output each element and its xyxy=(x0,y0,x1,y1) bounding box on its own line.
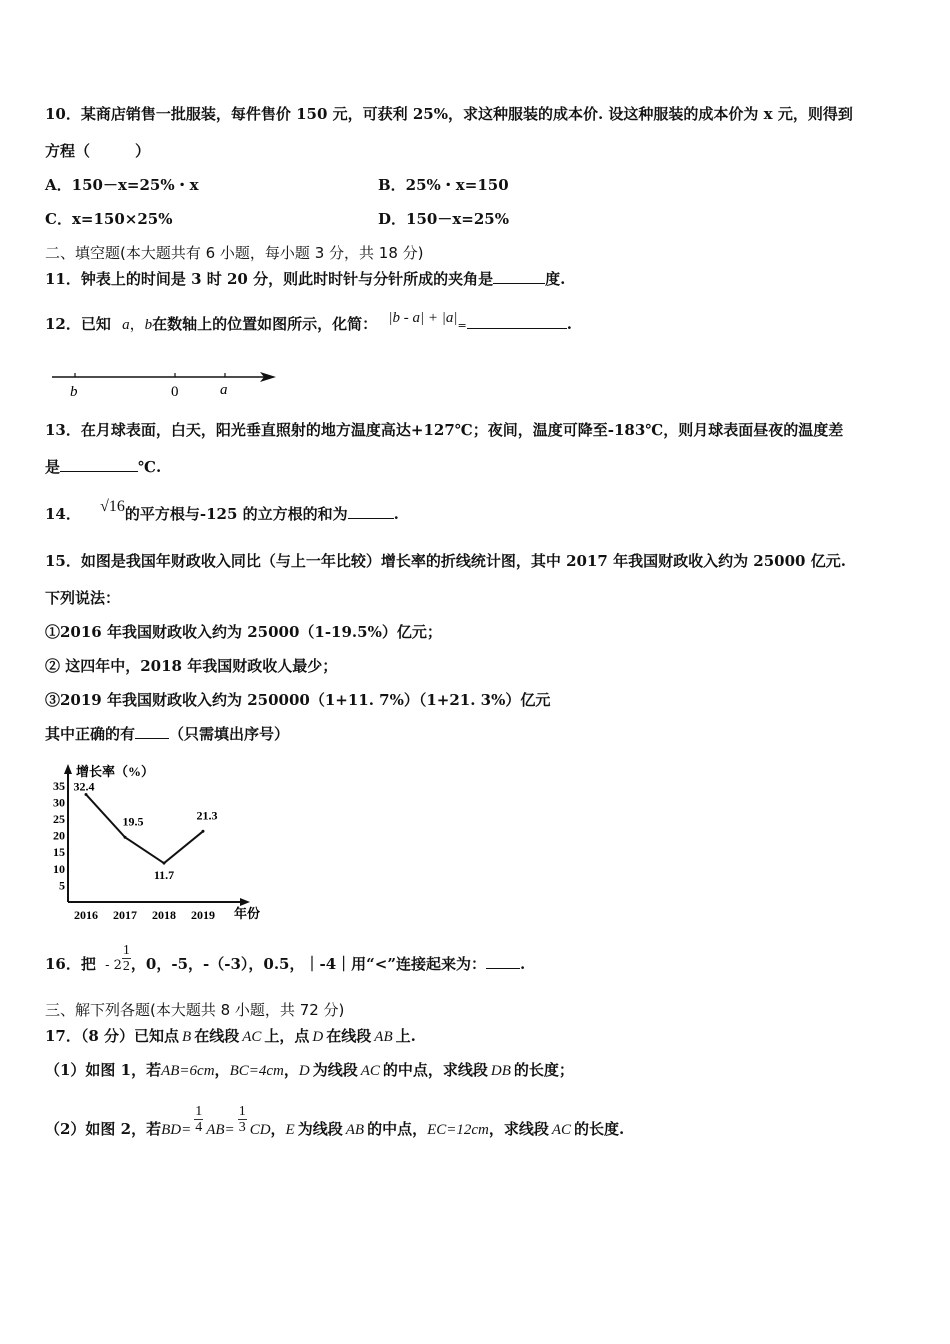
q17-head xyxy=(45,1025,416,1046)
y-axis-arrow xyxy=(64,764,72,774)
q17-m2: 上，点 xyxy=(264,1027,310,1045)
q10-option-d: D．150－x=25% xyxy=(378,210,509,228)
data-label: 19.5 xyxy=(122,814,144,829)
label-a: a xyxy=(220,382,228,398)
q11 xyxy=(45,268,565,289)
section2-title: 二、填空题(本大题共有 6 小题，每小题 3 分，共 18 分) xyxy=(45,244,424,262)
q16-frac-denominator: 2 xyxy=(122,958,130,974)
q17-p2-c: 的中点， xyxy=(367,1120,428,1138)
q14-blank[interactable] xyxy=(348,504,394,519)
q10-line2: 方程（ ） xyxy=(45,142,151,160)
q12-prefix: 12．已知 xyxy=(45,315,111,333)
q17-p2-ab: AB= xyxy=(206,1122,235,1138)
q15-statement-2: ② 这四年中，2018 年我国财政收人最少； xyxy=(45,657,338,675)
q17-p2-bd: BD= xyxy=(161,1122,192,1138)
q17-p1-c: 的中点，求线段 xyxy=(382,1061,488,1079)
q17-p1-d: D xyxy=(298,1063,310,1079)
q17-p2-a: （2）如图 2，若 xyxy=(45,1120,162,1138)
q17-point-b: B xyxy=(182,1029,192,1045)
q14-text: 的平方根与-125 的立方根的和为 xyxy=(124,505,348,523)
data-label: 32.4 xyxy=(73,779,95,794)
q15-statement-3: ③2019 年我国财政收入约为 250000（1+11. 7%）（1+21. 3%）亿元 xyxy=(45,691,551,709)
y-tick-label: 35 xyxy=(53,778,65,793)
q15-statement-1: ①2016 年我国财政收入约为 25000（1-19.5%）亿元； xyxy=(45,623,442,641)
q17-p2-end: 的长度. xyxy=(574,1120,625,1138)
y-tick-label: 5 xyxy=(59,878,65,893)
q17-part2 xyxy=(45,1103,625,1139)
q12-middle: 在数轴上的位置如图所示，化简： xyxy=(152,315,378,333)
q17-p2-ec: EC=12cm xyxy=(427,1122,489,1138)
q17-p2-d: ，求线段 xyxy=(488,1120,549,1138)
y-tick-label: 30 xyxy=(53,795,65,810)
q13-line2 xyxy=(45,456,161,477)
q17-p2-ab2: AB xyxy=(345,1122,365,1138)
q15-line2: 下列说法： xyxy=(45,589,121,607)
q15-ask-tail: （只需填出序号） xyxy=(169,725,290,743)
y-tick-label: 10 xyxy=(53,861,65,876)
data-label: 11.7 xyxy=(153,868,175,883)
q12-number-line xyxy=(48,364,280,402)
q17-p2-frac1-den: 4 xyxy=(195,1119,203,1135)
q16-frac-numerator: 1 xyxy=(122,942,130,958)
q15-line1: 15．如图是我国年财政收入同比（与上一年比较）增长率的折线统计图，其中 2017 年我国财政收入约为 25000 亿元. xyxy=(45,552,846,570)
data-point xyxy=(202,830,205,833)
q17-seg-ab: AB xyxy=(374,1029,393,1045)
series-line xyxy=(86,794,203,863)
q17-p2-ac: AC xyxy=(551,1122,572,1138)
q14-prefix: 14． xyxy=(45,505,81,523)
q16-blank[interactable] xyxy=(486,954,520,969)
y-tick-label: 15 xyxy=(53,845,65,860)
q17-p1-comma1: ， xyxy=(214,1061,230,1079)
q11-text: 11．钟表上的时间是 3 时 20 分，则此时时针与分针所成的夹角是 xyxy=(45,270,494,288)
q17-m4: 上. xyxy=(395,1027,416,1045)
x-tick-label: 2018 xyxy=(152,908,176,922)
q13-line1: 13．在月球表面，白天，阳光垂直照射的地方温度高达+127℃；夜间，温度可降至-183℃，则月球表面昼夜的温度差 xyxy=(45,421,844,439)
q14-radical: √16 xyxy=(100,498,125,515)
q10-option-a: A．150－x=25%・x xyxy=(45,176,199,194)
q17-p2-b: 为线段 xyxy=(297,1120,343,1138)
q17-point-d: D xyxy=(312,1029,324,1045)
q17-p2-comma: ， xyxy=(270,1120,286,1138)
q17-p2-e: E xyxy=(285,1122,295,1138)
q11-tail: 度. xyxy=(545,270,566,288)
x-axis-title: 年份 xyxy=(234,906,261,921)
q13-blank[interactable] xyxy=(60,457,138,472)
q17-p2-cd: CD xyxy=(249,1122,271,1138)
q17-p1-ac: AC xyxy=(360,1063,380,1079)
data-point xyxy=(124,836,127,839)
q17-p2-frac2-num: 1 xyxy=(238,1103,246,1119)
q13-prefix: 是 xyxy=(45,458,61,476)
q15-ask xyxy=(45,723,289,744)
y-tick-label: 25 xyxy=(53,812,65,827)
q17-p1-e: 的长度； xyxy=(513,1061,574,1079)
x-tick-label: 2017 xyxy=(113,908,137,922)
q10-option-b: B．25%・x=150 xyxy=(378,176,509,194)
q17-p1-b: 为线段 xyxy=(312,1061,358,1079)
x-tick-label: 2019 xyxy=(191,908,215,922)
x-axis-arrow xyxy=(240,898,250,906)
q17-p1-bc: BC=4cm xyxy=(229,1063,284,1079)
q12-sep: ， xyxy=(129,315,145,333)
q17-part1 xyxy=(45,1059,574,1080)
q17-p2-frac2 xyxy=(238,1104,247,1135)
q11-blank[interactable] xyxy=(493,269,545,284)
section3-title: 三、解下列各题(本大题共 8 小题，共 72 分) xyxy=(45,1001,345,1019)
q12-equals: = xyxy=(457,319,467,332)
q12-expression: |b - a| + |a| xyxy=(388,310,458,326)
q17-p1-a: （1）如图 1，若 xyxy=(45,1061,162,1079)
q17-m3: 在线段 xyxy=(326,1027,372,1045)
q10-line1: 10．某商店销售一批服装，每件售价 150 元，可获利 25%，求这种服装的成本价. 设这种服装的成本价为 x 元，则得到 xyxy=(45,105,853,123)
q17-seg-ac: AC xyxy=(242,1029,262,1045)
data-label: 21.3 xyxy=(196,808,218,823)
q17-p2-frac1 xyxy=(194,1104,203,1135)
q14 xyxy=(45,498,399,524)
q10-option-c: C．x=150×25% xyxy=(45,210,173,228)
growth-rate-chart xyxy=(44,760,268,928)
q12-blank[interactable] xyxy=(467,314,567,329)
q16-rest: ，0，-5，-（-3），0.5，｜-4｜用“<”连接起来为： xyxy=(130,955,486,973)
q17-head-text: 17．（8 分）已知点 xyxy=(45,1027,180,1045)
label-b: b xyxy=(70,384,78,400)
q16-mixed-sign: - 2 xyxy=(105,958,122,973)
q16-end: . xyxy=(519,955,526,973)
q13-suffix: ℃. xyxy=(138,458,162,476)
q12 xyxy=(45,310,572,334)
q17-p2-frac1-num: 1 xyxy=(195,1103,203,1119)
q12-var-b: b xyxy=(144,317,153,333)
q15-blank[interactable] xyxy=(135,724,169,739)
q17-p1-db: DB xyxy=(490,1063,511,1079)
q17-p1-comma2: ， xyxy=(283,1061,299,1079)
q14-end: . xyxy=(393,505,399,523)
q16-prefix: 16．把 xyxy=(45,955,96,973)
q15-ask-text: 其中正确的有 xyxy=(45,725,136,743)
x-tick-label: 2016 xyxy=(74,908,98,922)
q12-end: . xyxy=(566,315,572,333)
data-point xyxy=(163,862,166,865)
q17-p2-frac2-den: 3 xyxy=(238,1119,246,1135)
q12-var-a: a xyxy=(122,317,130,333)
y-axis-title: 增长率（%） xyxy=(76,764,155,779)
q16-fraction xyxy=(122,943,131,974)
label-zero: 0 xyxy=(171,384,179,400)
q17-p1-ab: AB=6cm xyxy=(161,1063,215,1079)
y-tick-label: 20 xyxy=(53,828,65,843)
q17-m1: 在线段 xyxy=(194,1027,240,1045)
q16 xyxy=(45,942,526,974)
